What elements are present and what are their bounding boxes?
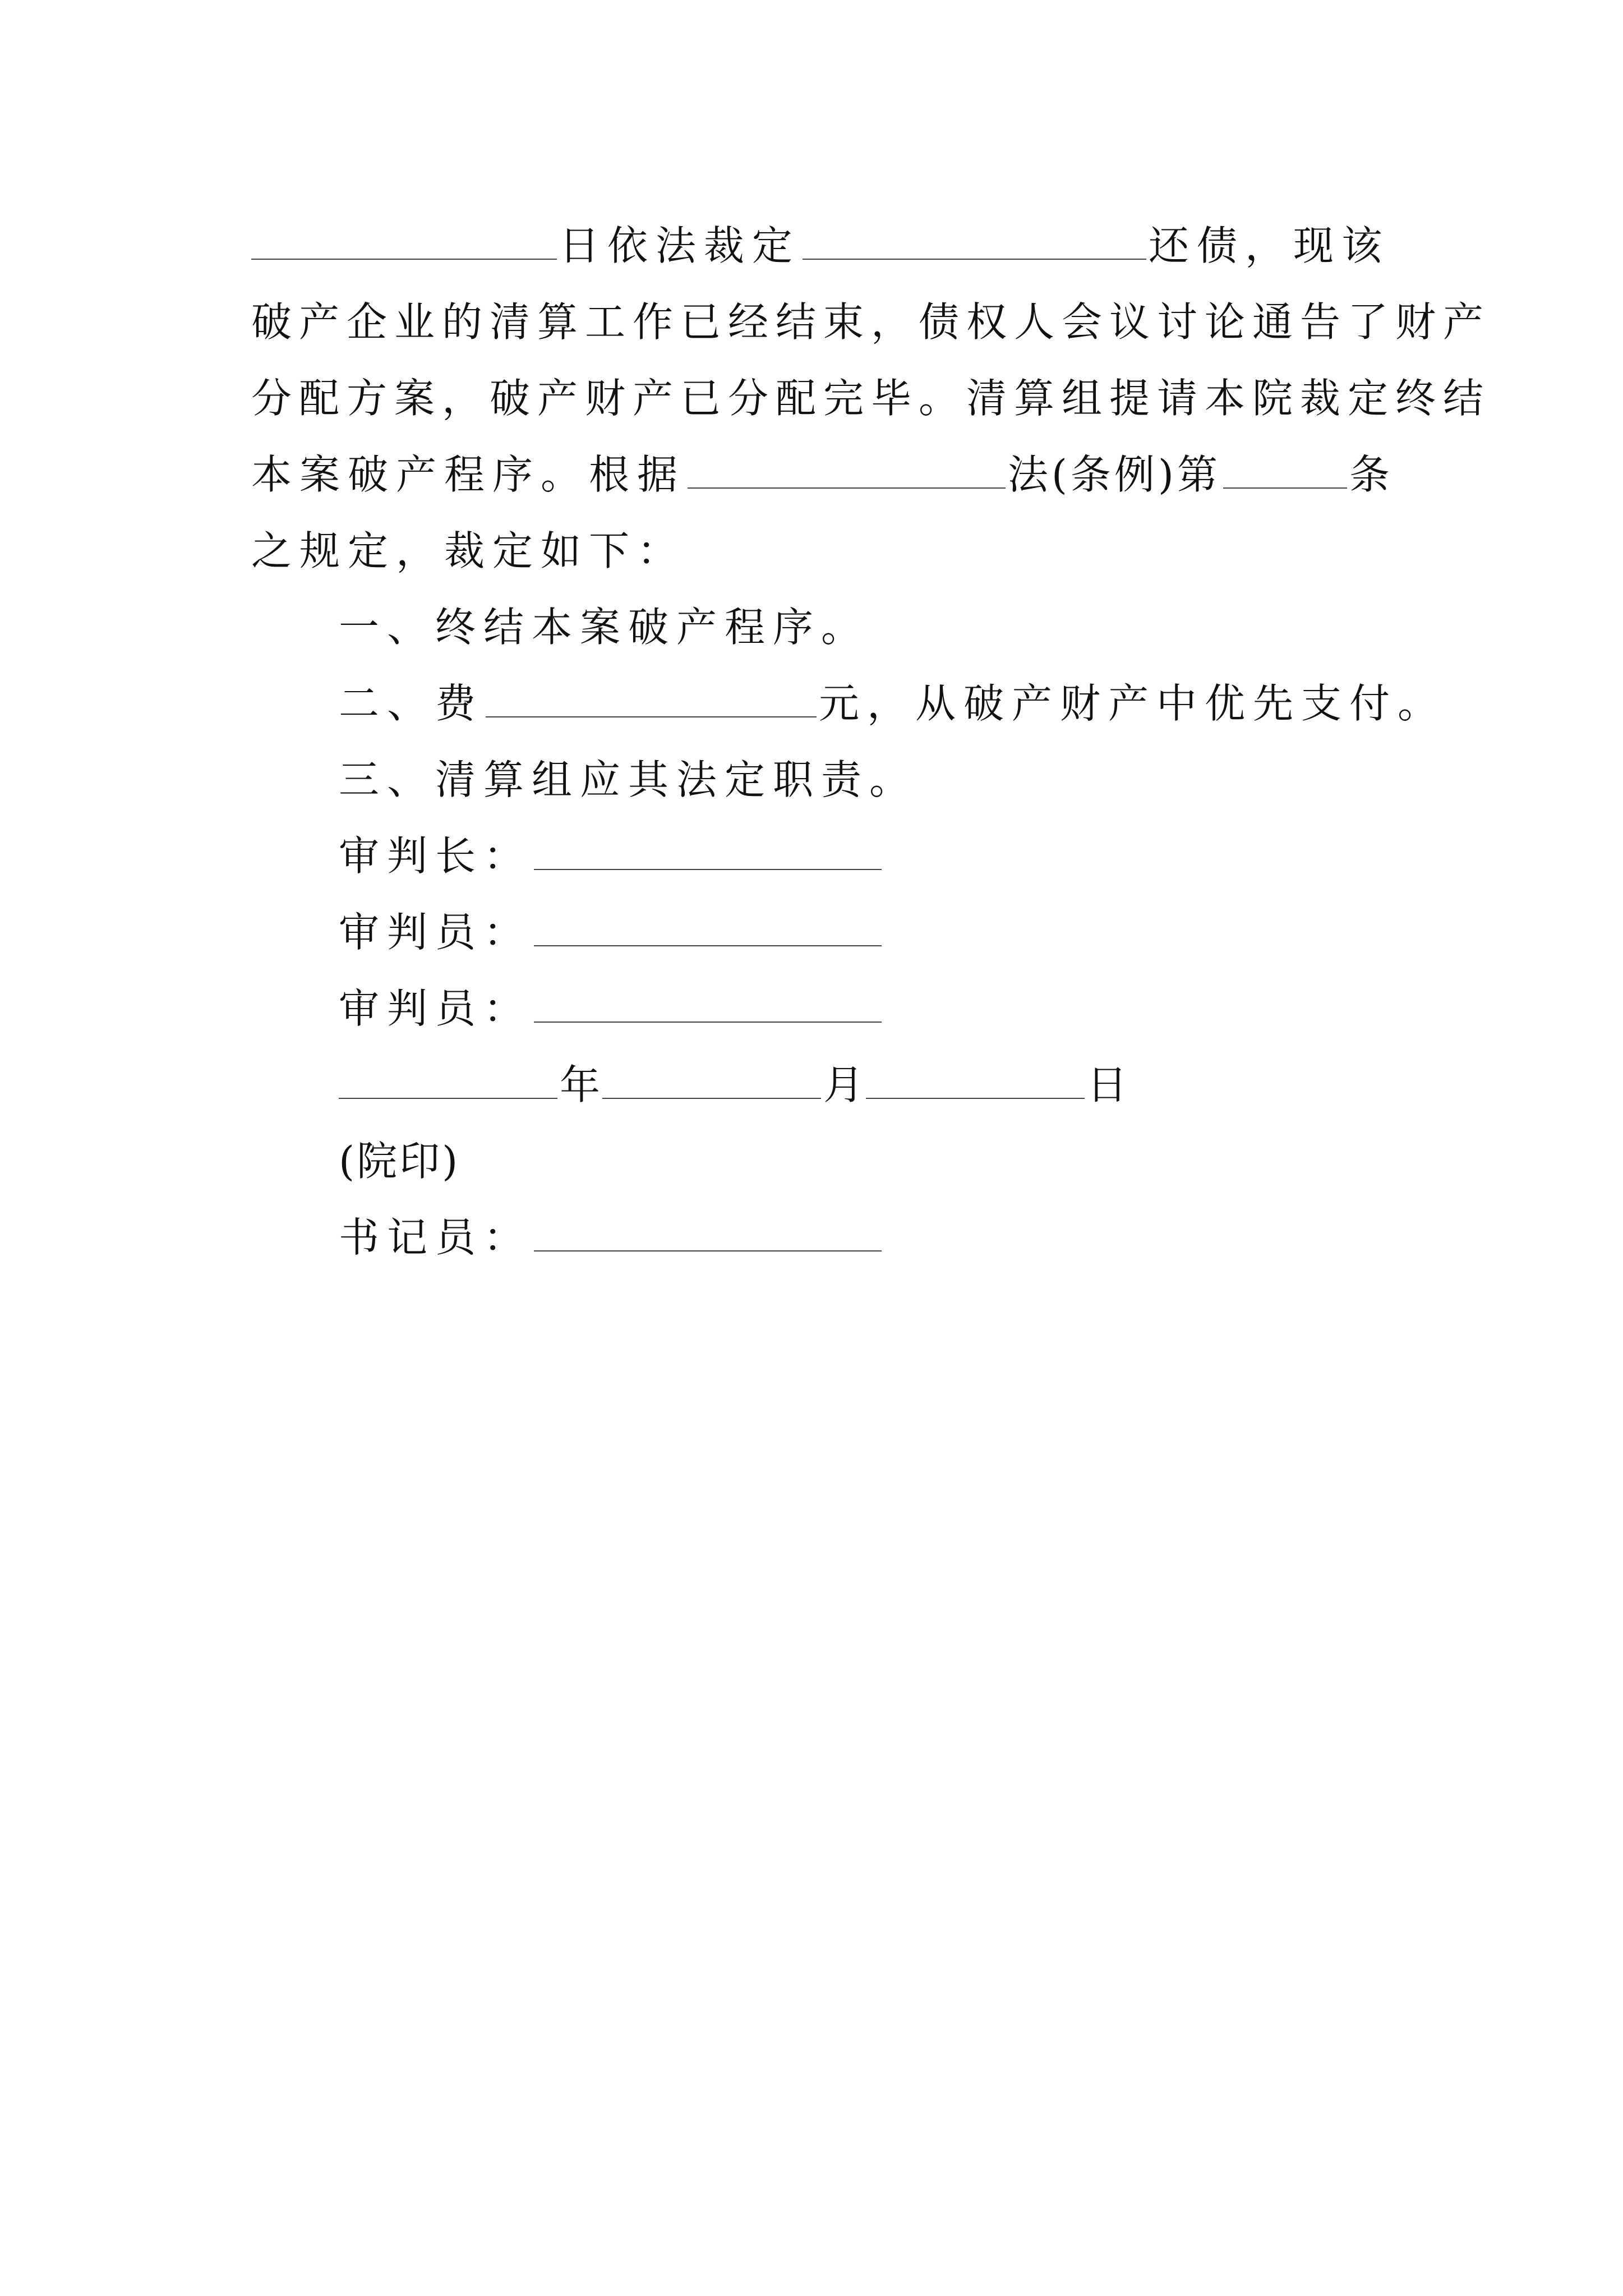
ruling-item-3: 三、清算组应其法定职责。 — [339, 756, 918, 803]
paragraph-line-2: 破产企业的清算工作已经结束，债权人会议讨论通告了财产 — [251, 298, 1491, 346]
blank-month[interactable] — [602, 1059, 821, 1099]
ruling-item-1: 一、终结本案破产程序。 — [339, 604, 870, 651]
blank-day[interactable] — [866, 1059, 1085, 1099]
signature-chief-judge — [339, 828, 1404, 884]
paragraph-line-3: 分配方案，破产财产已分配完毕。清算组提请本院裁定终结 — [251, 375, 1491, 422]
blank-judge-2[interactable] — [534, 982, 882, 1023]
text-segment: 法(条例)第 — [1007, 451, 1221, 498]
judge-label: 审判员： — [339, 909, 532, 956]
blank-year[interactable] — [339, 1059, 557, 1099]
clerk-label: 书记员： — [339, 1214, 532, 1261]
signature-judge-1 — [339, 904, 1404, 960]
text-segment: 二、费 — [339, 680, 484, 727]
signature-date — [339, 1057, 1404, 1113]
month-label: 月 — [823, 1061, 864, 1108]
blank-date[interactable] — [251, 219, 557, 260]
signature-judge-2 — [339, 981, 1404, 1037]
text-segment: 还债，现该 — [1148, 222, 1390, 269]
blank-judge-1[interactable] — [534, 906, 882, 946]
paragraph-line-5: 之规定，裁定如下： — [251, 527, 686, 574]
day-label: 日 — [1087, 1061, 1128, 1108]
text-segment: 日依法裁定 — [559, 222, 800, 269]
blank-clerk[interactable] — [534, 1211, 882, 1251]
blank-article-number[interactable] — [1223, 448, 1347, 489]
year-label: 年 — [560, 1061, 601, 1108]
chief-judge-label: 审判长： — [339, 832, 532, 880]
paragraph-line-4 — [251, 447, 1390, 503]
blank-fee-amount[interactable] — [486, 677, 817, 717]
court-seal-label: (院印) — [339, 1138, 460, 1185]
paragraph-line-1 — [251, 218, 1390, 274]
blank-law-name[interactable] — [688, 448, 1006, 489]
text-segment: 条 — [1349, 451, 1390, 498]
text-segment: 元，从破产财产中优先支付。 — [819, 680, 1446, 727]
text-segment: 本案破产程序。根据 — [251, 451, 686, 498]
blank-decision[interactable] — [803, 219, 1146, 260]
blank-chief-judge[interactable] — [534, 830, 882, 870]
judge-label: 审判员： — [339, 985, 532, 1032]
ruling-item-2 — [339, 675, 1446, 731]
signature-clerk — [339, 1209, 1404, 1266]
